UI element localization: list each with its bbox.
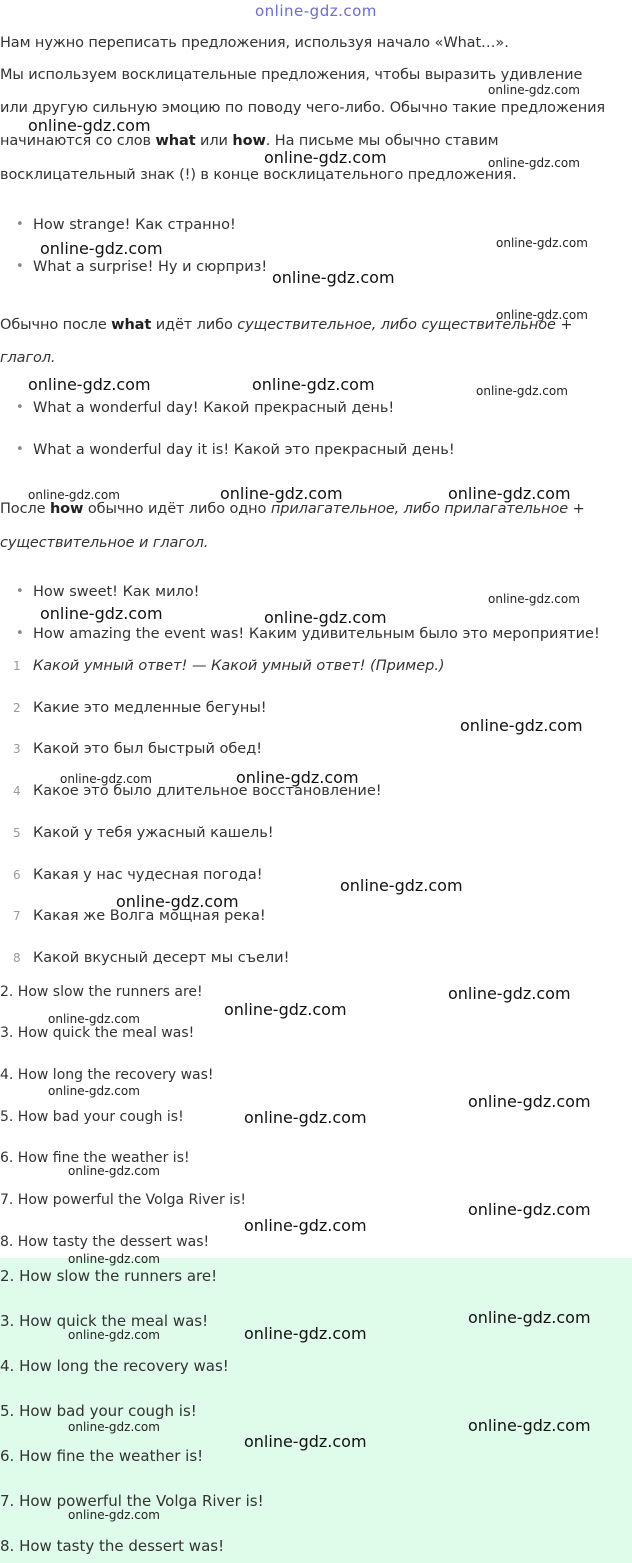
rule-what-line-2: глагол. — [0, 350, 56, 366]
keyword-what: what — [155, 133, 196, 149]
list-item: • What a wonderful day! Какой прекрасный день! — [16, 400, 395, 416]
keyword-how: how — [232, 133, 266, 149]
watermark: online-gdz.com — [448, 984, 571, 1003]
task-item: 3 Какой это был быстрый обед! — [13, 741, 263, 757]
highlighted-answer-line: 7. How powerful the Volga River is! — [0, 1492, 264, 1510]
list-item: • How sweet! Как мило! — [16, 584, 200, 600]
watermark: online-gdz.com — [68, 1252, 160, 1266]
answer-line: 5. How bad your cough is! — [0, 1109, 184, 1125]
header-watermark: online-gdz.com — [255, 2, 377, 20]
watermark: online-gdz.com — [220, 484, 343, 503]
task-item: 7 Какая же Волга мощная река! — [13, 908, 266, 924]
watermark: online-gdz.com — [236, 768, 359, 787]
watermark: online-gdz.com — [264, 608, 387, 627]
watermark: online-gdz.com — [460, 716, 583, 735]
list-item: • How amazing the event was! Каким удивительным было это мероприятие! — [16, 626, 600, 642]
watermark: online-gdz.com — [40, 239, 163, 258]
watermark: online-gdz.com — [468, 1092, 591, 1111]
watermark: online-gdz.com — [244, 1432, 367, 1451]
watermark: online-gdz.com — [244, 1216, 367, 1235]
watermark: online-gdz.com — [224, 1000, 347, 1019]
watermark: online-gdz.com — [468, 1416, 591, 1435]
watermark: online-gdz.com — [244, 1108, 367, 1127]
watermark: online-gdz.com — [68, 1508, 160, 1522]
intro-line-3: или другую сильную эмоцию по поводу чего-либо. Обычно такие предложения — [0, 100, 606, 116]
watermark: online-gdz.com — [496, 236, 588, 250]
watermark: online-gdz.com — [252, 375, 375, 394]
watermark: online-gdz.com — [244, 1324, 367, 1343]
intro-line-1: Нам нужно переписать предложения, используя начало «What…». — [0, 35, 509, 51]
watermark: online-gdz.com — [488, 156, 580, 170]
watermark: online-gdz.com — [488, 592, 580, 606]
intro-line-4: начинаются со слов what или how. На письме мы обычно ставим — [0, 133, 499, 149]
task-item: 8 Какой вкусный десерт мы съели! — [13, 950, 290, 966]
highlighted-answer-line: 8. How tasty the dessert was! — [0, 1537, 225, 1555]
highlighted-answer-line: 5. How bad your cough is! — [0, 1402, 197, 1420]
watermark: online-gdz.com — [272, 268, 395, 287]
watermark: online-gdz.com — [68, 1164, 160, 1178]
watermark: online-gdz.com — [48, 1012, 140, 1026]
list-item: • How strange! Как странно! — [16, 217, 236, 233]
watermark: online-gdz.com — [68, 1328, 160, 1342]
task-item: 1 Какой умный ответ! — Какой умный ответ! (Пример.) — [13, 658, 445, 674]
watermark: online-gdz.com — [496, 308, 588, 322]
watermark: online-gdz.com — [40, 604, 163, 623]
highlighted-answer-line: 2. How slow the runners are! — [0, 1267, 218, 1285]
watermark: online-gdz.com — [28, 488, 120, 502]
highlighted-answer-line: 3. How quick the meal was! — [0, 1312, 209, 1330]
rule-how-line-2: существительное и глагол. — [0, 535, 209, 551]
watermark: online-gdz.com — [468, 1308, 591, 1327]
highlighted-answer-line: 4. How long the recovery was! — [0, 1357, 229, 1375]
watermark: online-gdz.com — [116, 892, 239, 911]
watermark: online-gdz.com — [28, 116, 151, 135]
watermark: online-gdz.com — [28, 375, 151, 394]
task-item: 4 Какое это было длительное восстановление! — [13, 783, 382, 799]
answer-line: 2. How slow the runners are! — [0, 984, 203, 1000]
task-item: 2 Какие это медленные бегуны! — [13, 700, 267, 716]
task-item: 5 Какой у тебя ужасный кашель! — [13, 825, 274, 841]
task-item: 6 Какая у нас чудесная погода! — [13, 867, 263, 883]
intro-line-5: восклицательный знак (!) в конце восклицательного предложения. — [0, 167, 517, 183]
watermark: online-gdz.com — [60, 772, 152, 786]
watermark: online-gdz.com — [448, 484, 571, 503]
watermark: online-gdz.com — [340, 876, 463, 895]
rule-how-line-1: После how обычно идёт либо одно прилагательное, либо прилагательное + — [0, 501, 585, 517]
answer-line: 8. How tasty the dessert was! — [0, 1234, 210, 1250]
answer-line: 4. How long the recovery was! — [0, 1067, 214, 1083]
answer-line: 6. How fine the weather is! — [0, 1150, 190, 1166]
highlighted-answer-line: 6. How fine the weather is! — [0, 1447, 204, 1465]
watermark: online-gdz.com — [468, 1200, 591, 1219]
intro-line-2: Мы используем восклицательные предложения, чтобы выразить удивление — [0, 67, 583, 83]
list-item: • What a surprise! Ну и сюрприз! — [16, 259, 268, 275]
watermark: online-gdz.com — [48, 1084, 140, 1098]
watermark: online-gdz.com — [264, 148, 387, 167]
list-item: • What a wonderful day it is! Какой это прекрасный день! — [16, 442, 455, 458]
rule-what-line-1: Обычно после what идёт либо существительное, либо существительное + — [0, 317, 573, 333]
answer-line: 7. How powerful the Volga River is! — [0, 1192, 247, 1208]
answer-line: 3. How quick the meal was! — [0, 1025, 195, 1041]
watermark: online-gdz.com — [488, 83, 580, 97]
watermark: online-gdz.com — [476, 384, 568, 398]
watermark: online-gdz.com — [68, 1420, 160, 1434]
